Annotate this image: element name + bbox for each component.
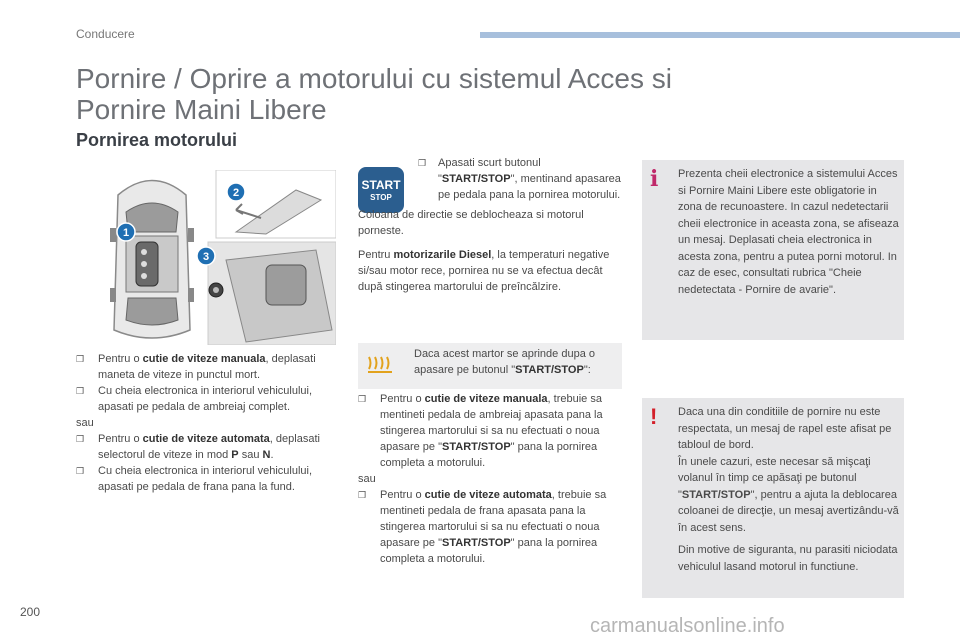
label-badge-3: [197, 247, 215, 265]
column-middle-list: [358, 391, 622, 567]
page-number: 200: [20, 605, 41, 619]
watermark: carmanualsonline.info: [590, 615, 785, 637]
header-accent-bar: [480, 32, 960, 38]
label-badge-1: [117, 223, 135, 241]
list-item: ❒ Cu cheia electronica in interiorul vehiculului, apasati pe pedala de frana pana la fund.: [76, 465, 313, 493]
info-box: [642, 160, 904, 340]
list-item: ❒ Cu cheia electronica in interiorul vehiculului, apasati pe pedala de ambreiaj complet.: [76, 385, 313, 413]
separator-text: sau: [358, 473, 376, 485]
list-item: ❒ Pentru o cutie de viteze automata, deplasati selectorul de viteze in mod P sau N.: [76, 433, 320, 461]
info-icon: i: [650, 166, 659, 192]
bullet-icon: ❒: [358, 490, 367, 500]
bullet-icon: ❒: [418, 158, 427, 168]
list-item: ❒ Pentru o cutie de viteze manuala, deplasati maneta de viteze in punctul mort.: [76, 353, 316, 381]
svg-text:STOP: STOP: [370, 193, 392, 202]
warning-text: Daca una din conditiile de pornire nu este respectata, un mesaj de rapel este afisat pe tabloul de bord. În unele cazuri, este necesar să mişcaţi volanul în timp ce apăsaţi pe butonul "START/STOP", pentru a ajuta la deblocarea coloanei de direcţie, un mesaj avertizându-vă în acest sens. Din motive de siguranta, nu parasiti niciodata vehiculul lasand motorul in functiune.: [678, 406, 899, 573]
separator-text: sau: [76, 417, 94, 429]
paragraph: Pentru motorizarile Diesel, la temperaturi negative si/sau motor rece, pornirea nu se va efectua decât după stingerea martorului de preîncălzire.: [358, 249, 610, 293]
list-item: ❒ Pentru o cutie de viteze automata, trebuie sa mentineti pedala de frana apasata pana la stingerea martorului si sa nu efectuati o noua apasare pe "START/STOP" pana la pornirea completa a motorului.: [358, 489, 607, 565]
page-title: Pornire / Oprire a motorului cu sistemul Acces si Pornire Maini Libere: [76, 63, 672, 125]
bullet-icon: ❒: [76, 354, 85, 364]
svg-text:2: 2: [232, 187, 240, 199]
info-text: Prezenta cheii electronice a sistemului Acces si Pornire Maini Libere este obligatorie in zona de recunoastere. In cazul nedetectarii cheii electronice in aceasta zona, se afiseaza un mesaj. Deplasati cheia electronica in acesta zona, pentru a putea porni motorul. In caz de esec, consultati rubrica "Cheie nedetectata - Pornire de avarie".: [678, 168, 899, 296]
preheat-lamp-note: Daca acest martor se aprinde dupa o apasare pe butonul "START/STOP":: [358, 343, 622, 389]
bullet-icon: ❒: [358, 394, 367, 404]
warning-box: [642, 398, 904, 598]
section-subtitle: Pornirea motorului: [76, 130, 238, 150]
pedal-image: [216, 170, 336, 238]
list-item: ❒ Apasati scurt butonul "START/STOP", mentinand apasarea pe pedala pana la pornirea motorului.: [418, 157, 621, 201]
bullet-icon: ❒: [76, 434, 85, 444]
paragraph: Coloana de directie se deblocheaza si motorul porneste.: [358, 209, 584, 237]
console-image: [208, 242, 336, 345]
preheat-warning-icon: [366, 353, 396, 375]
warning-icon: !: [650, 404, 658, 429]
section-label: Conducere: [76, 27, 135, 41]
bullet-icon: ❒: [76, 466, 85, 476]
bullet-icon: ❒: [76, 386, 85, 396]
svg-text:3: 3: [202, 251, 210, 263]
car-illustration: [96, 170, 336, 345]
svg-text:START: START: [361, 178, 401, 192]
label-badge-2: [227, 183, 245, 201]
car-topview-image: [96, 170, 208, 345]
svg-text:1: 1: [122, 227, 130, 239]
column-left: [76, 351, 338, 495]
list-item: ❒ Pentru o cutie de viteze manuala, trebuie sa mentineti pedala de ambreiaj apasata pana la stingerea martorului si sa nu efectuati o noua apasare pe "START/STOP" pana la pornirea completa a motorului.: [358, 393, 603, 469]
column-middle: [358, 155, 622, 295]
